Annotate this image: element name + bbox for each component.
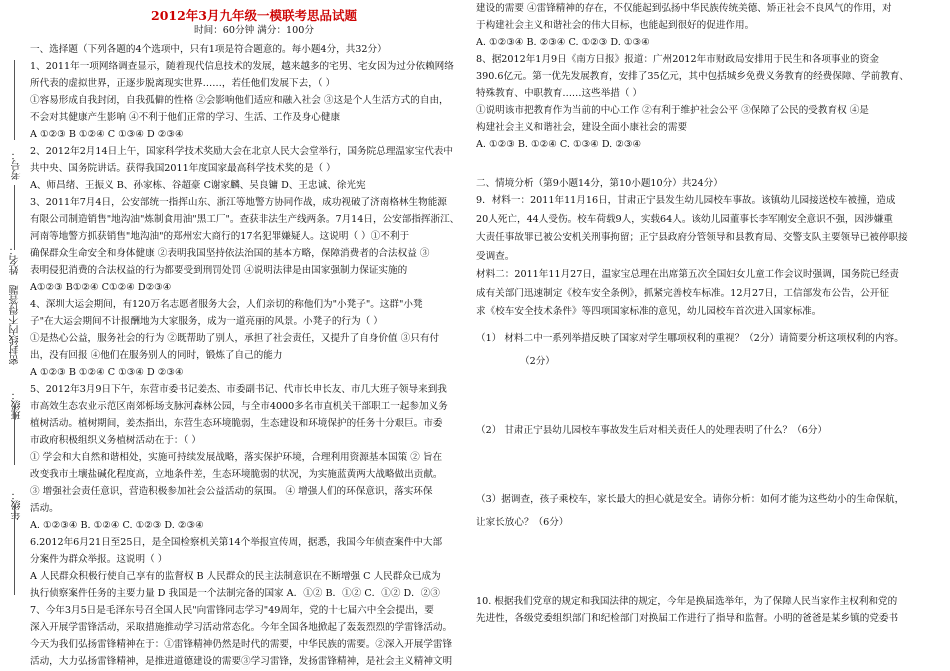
grade-line bbox=[14, 505, 15, 595]
text-line: A. ①②③ B. ①②④ C. ①③④ D. ②③④ bbox=[476, 139, 642, 150]
exam-title: 2012年3月九年级一模联考思品试题 bbox=[151, 8, 357, 23]
text-line: ③ 增强社会责任意识，营造积极参加社会公益活动的氛围。 ④ 增强人们的环保意识，落实环保 bbox=[30, 486, 433, 497]
answer-space bbox=[476, 439, 922, 491]
text-line: 植树活动。植树期间，姜杰指出，东营生态环境脆弱，生态建设和环境保护的任务十分艰巨。市委 bbox=[30, 418, 443, 429]
text-line: A. ①②③④ B. ①②④ C. ①②③ D. ②③④ bbox=[30, 520, 204, 531]
text-line: 特殊教育、中职教育……这些举措（ ） bbox=[476, 88, 643, 99]
text-line: 市政府积极组织义务植树活动在于：（ ） bbox=[30, 435, 201, 446]
text-line: 2、2012年2月14日上午，国家科学技术奖励大会在北京人民大会堂举行，国务院总理温家宝代表中 bbox=[30, 146, 453, 157]
text-line: ① 学会和大自然和谐相处，实施可持续发展战略，落实保护环境，合理利用资源基本国策 ② 旨在 bbox=[30, 452, 443, 463]
text-line: 确保群众生命安全和身体健康 ②表明我国坚持依法治国的基本方略，保障消费者的合法权益 ③ bbox=[30, 248, 430, 259]
text-line: 9．材料一：2011年11月16日，甘肃正宁县发生幼儿园校车事故。该镇幼儿园接送校车被撞，造成 bbox=[476, 195, 896, 206]
text-line: 共中央、国务院讲话。获得我国2011年度国家最高科学技术奖的是（ ） bbox=[30, 163, 336, 174]
text-line: 7、今年3月5日是毛泽东号召全国人民"向雷锋同志学习"49周年，党的十七届六中全会提出，要 bbox=[30, 605, 434, 616]
right-question-block-1 bbox=[476, 0, 922, 153]
text-line: 6.2012年6月21日至25日，是全国检察机关第14个举报宣传周，据悉，我国今年侦查案件中大部 bbox=[30, 537, 443, 548]
left-question-lines bbox=[30, 41, 478, 670]
text-line: 市高效生态农业示范区南郊栎场支脉河森林公园，与全市4000多名市直机关干部职工一起参加义务 bbox=[30, 401, 448, 412]
text-line: 构建社会主义和谐社会，建设全面小康社会的需要 bbox=[476, 122, 688, 133]
question-10-line-1: 10. 根据我们党章的规定和我国法律的规定，今年是换届选举年，为了保障人民当家作主权利和党的 bbox=[476, 595, 898, 607]
question-9-3-cont: 让家长放心？（6分） bbox=[476, 516, 569, 528]
class-label: 班级： bbox=[12, 390, 23, 420]
text-line: 390.6亿元。第一优先发展教育，安排了35亿元，其中包括城乡免费义务教育的经费保障、学前教育、 bbox=[476, 71, 910, 82]
text-line: 子"在大运会期间不计报酬地为大家服务，成为一道亮丽的风景。小凳子的行为（ ） bbox=[30, 316, 383, 327]
text-line: 1、2011年一项网络调查显示，随着现代信息技术的发展，越来越多的宅男、宅女因为过分依赖网络 bbox=[30, 61, 454, 72]
text-line: 改变我市土壤盐碱化程度高，立地条件差，生态环境脆弱的状况，为实施蓝黄两大战略做出贡献。 bbox=[30, 469, 443, 480]
answer-space bbox=[476, 531, 922, 593]
exam-number-line bbox=[14, 60, 15, 140]
text-line: 执行侦察案件任务的主要力量 D 我国是一个法制完备的国家 A．①② B．①② C．①② D．②③ bbox=[30, 588, 440, 599]
right-column bbox=[476, 0, 922, 627]
text-line: ①说明该市把教育作为当前的中心工作 ②有利于维护社会公平 ③保障了公民的受教育权 ④是 bbox=[476, 105, 869, 116]
text-line: 今天为我们弘扬雷锋精神在于：①雷锋精神仍然是时代的需要，中华民族的需要。②深入开展学雷锋 bbox=[30, 639, 453, 650]
text-line: 建设的需要 ④雷锋精神的存在，不仅能起到弘扬中华民族传统美德、矫正社会不良风气的作用，对 bbox=[476, 3, 892, 14]
seal-line-notice: 密封线内不得答题 bbox=[10, 285, 21, 365]
text-line: 所代表的虚拟世界，正逐步脱离现实世界……，若任他们发展下去，（ ） bbox=[30, 78, 336, 89]
text-line: 大责任事故罪已被公安机关刑事拘留；正宁县政府分管领导和县教育局、交警支队主要领导已被停职接 bbox=[476, 232, 908, 243]
text-line: 河南等地警方抓获销售"地沟油"的郑州宏大商行的17名犯罪嫌疑人。这说明（ ）①不利于 bbox=[30, 231, 410, 242]
text-line: A ①②③ B ①②④ C ①③④ D ②③④ bbox=[30, 367, 184, 378]
class-line bbox=[14, 405, 15, 465]
text-line: 20人死亡，44人受伤。校车荷载9人，实载64人。该幼儿园董事长李军刚安全意识不强，因涉嫌重 bbox=[476, 213, 893, 225]
exam-meta: 时间：60分钟 满分：100分 bbox=[194, 25, 314, 36]
text-line: 4、深圳大运会期间，有120万名志愿者服务大会，人们亲切的称他们为"小凳子"。这群"小凳 bbox=[30, 299, 423, 310]
text-line: A ①②③ B ①②④ C ①③④ D ②③④ bbox=[30, 129, 184, 140]
text-line: 成有关部门迅速制定《校车安全条例》，抓紧完善校车标准。12月27日，工信部发布公告，公开征 bbox=[476, 287, 889, 299]
text-line: A 人民群众积极行使自己享有的监督权 B 人民群众的民主法制意识在不断增强 C 人民群众已成为 bbox=[30, 571, 441, 582]
question-9-2: （2） 甘肃正宁县幼儿园校车事故发生后对相关责任人的处理表明了什么？（6分） bbox=[476, 424, 828, 436]
text-line: 活动，大力弘扬雷锋精神，是推进道德建设的需要③学习雷锋，发扬雷锋精神，是社会主义精神文明 bbox=[30, 656, 453, 667]
exam-number-label: 考号： bbox=[12, 150, 23, 180]
grade-label: 年级： bbox=[12, 490, 23, 520]
text-line: 有限公司制造销售"地沟油"炼制食用油"黑工厂"。查获非法生产线两条。7月14日，公安部指挥浙江、 bbox=[30, 214, 460, 225]
text-line: 一、选择题（下列各题的4个选项中，只有1项是符合题意的。每小题4分，共32分） bbox=[30, 44, 387, 55]
spacer bbox=[476, 322, 922, 330]
name-label: 姓名： bbox=[10, 245, 21, 275]
text-line: 深入开展学雷锋活动，采取措施推动学习活动常态化。今年全国各地掀起了轰轰烈烈的学雷锋活动。 bbox=[30, 622, 453, 633]
text-line: 出，没有回报 ④他们在服务别人的同时，锻炼了自己的能力 bbox=[30, 350, 283, 361]
text-line: ①容易形成自我封闭，自我孤僻的性格 ②会影响他们适应和融入社会 ③这是个人生活方式的自由， bbox=[30, 95, 449, 106]
spacer bbox=[476, 153, 922, 173]
text-line: 8、据2012年1月9日《南方日报》报道：广州2012年市财政局安排用于民生和各项事业的资金 bbox=[476, 54, 879, 65]
text-line: 3、2011年7月4日，公安部统一指挥山东、浙江等地警方协同作战，成功视破了济南格林生物能源 bbox=[30, 197, 447, 208]
text-line: 受调查。 bbox=[476, 250, 515, 262]
binding-margin bbox=[0, 60, 28, 660]
left-column bbox=[30, 0, 478, 670]
section-2-heading: 二、情境分析（第9小题14分，第10小题10分）共24分） bbox=[476, 178, 723, 189]
text-line: A、师昌绪、王振义 B、孙家栋、谷超豪 C谢家麟、吴良镛 D、王忠诚、徐光宪 bbox=[30, 180, 366, 191]
text-line: ①是热心公益，服务社会的行为 ②既帮助了别人，承担了社会责任，又提升了自身价值 ③只有付 bbox=[30, 333, 440, 344]
question-9-3: （3）据调查，孩子乘校车，家长最大的担心就是安全。请你分析：如何才能为这些幼小的生命保航， bbox=[476, 493, 905, 505]
text-line: 表明侵犯消费的合法权益的行为都要受到刑罚处罚 ④说明法律是由国家强制力保证实施的 bbox=[30, 265, 408, 276]
name-line bbox=[14, 185, 15, 250]
text-line: A. ①②③④ B. ②③④ C. ①②③ D. ①③④ bbox=[476, 37, 650, 48]
right-question-block-2 bbox=[476, 192, 922, 322]
question-9-1: （1） 材料二中一系列举措反映了国家对学生哪项权利的重视？（2分）请简要分析这项权利的内容。 bbox=[476, 332, 904, 344]
text-line: 5、2012年3月9日下午，东营市委书记姜杰、市委副书记、代市长申长友、市几大班子领导来到我 bbox=[30, 384, 447, 395]
question-9-1-score: （2分） bbox=[520, 355, 555, 367]
question-10-line-2: 先进性，各级党委组织部门和纪检部门对换届工作进行了指导和监督。小明的爸爸是某乡镇的党委书 bbox=[476, 612, 899, 624]
text-line: A①②③ B①②④ C①②④ D②③④ bbox=[30, 282, 172, 293]
text-line: 求《校车安全技术条件》等四项国家标准的意见，幼儿园校车首次进入国家标准。 bbox=[476, 306, 822, 317]
text-line: 不会对其健康产生影响 ④不利于他们正常的学习、生活、工作及身心健康 bbox=[30, 112, 341, 123]
text-line: 于构建社会主义和谐社会的伟大目标，也能起到很好的促进作用。 bbox=[476, 20, 755, 31]
text-line: 材料二：2011年11月27日，温家宝总理在出席第五次全国妇女儿童工作会议时强调，国务院已经责 bbox=[476, 269, 899, 280]
text-line: 活动。 bbox=[30, 503, 59, 514]
text-line: 分案件为群众举报。这说明（ ） bbox=[30, 554, 168, 565]
answer-space bbox=[476, 370, 922, 422]
